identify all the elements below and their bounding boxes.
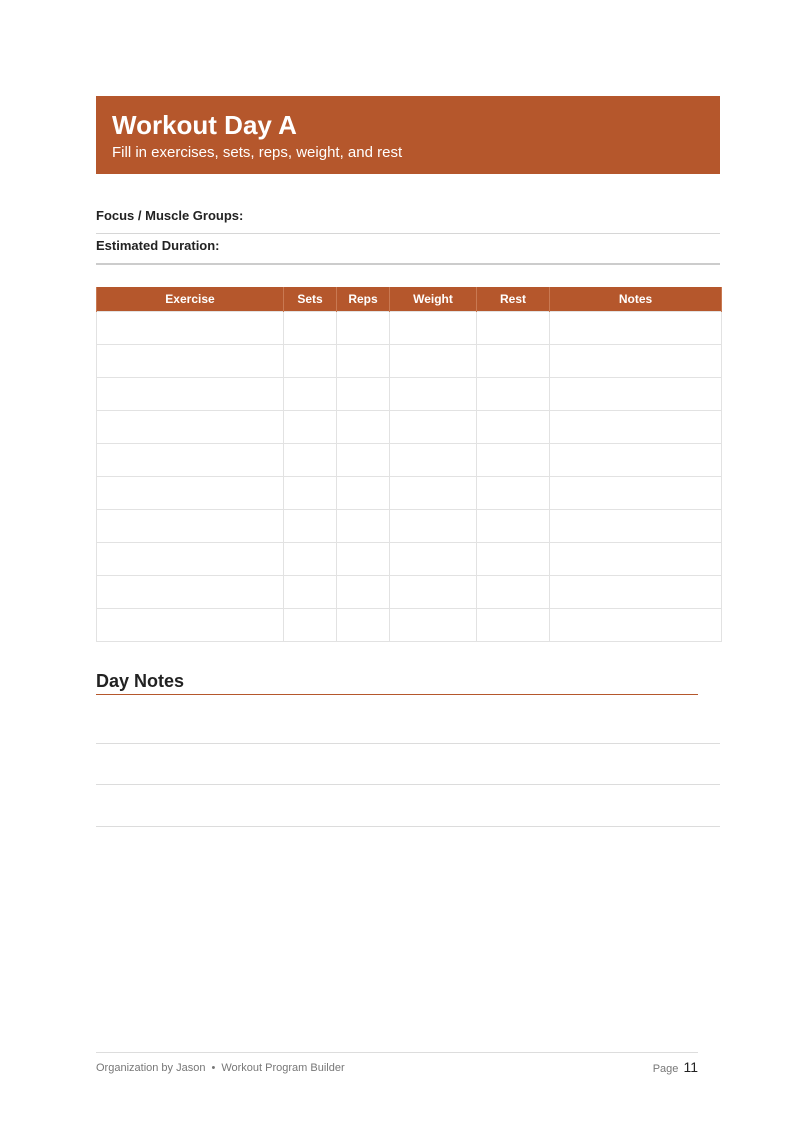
table-cell-rest[interactable] — [477, 543, 550, 576]
table-cell-sets[interactable] — [284, 543, 337, 576]
table-cell-exercise[interactable] — [97, 576, 284, 609]
note-line[interactable] — [96, 826, 720, 827]
table-cell-rest[interactable] — [477, 312, 550, 345]
table-cell-weight[interactable] — [390, 609, 477, 642]
table-cell-notes[interactable] — [550, 510, 722, 543]
workout-table — [96, 287, 722, 642]
table-cell-notes[interactable] — [550, 543, 722, 576]
table-cell-sets[interactable] — [284, 510, 337, 543]
table-cell-reps[interactable] — [337, 378, 390, 411]
focus-field-line[interactable] — [96, 233, 720, 234]
table-row — [97, 477, 722, 510]
table-cell-exercise[interactable] — [97, 378, 284, 411]
table-cell-reps[interactable] — [337, 510, 390, 543]
table-cell-rest[interactable] — [477, 477, 550, 510]
table-cell-rest[interactable] — [477, 444, 550, 477]
table-cell-rest[interactable] — [477, 411, 550, 444]
table-cell-notes[interactable] — [550, 345, 722, 378]
footer-page-number: 11 — [683, 1059, 698, 1075]
footer-rule — [96, 1052, 698, 1053]
table-cell-sets[interactable] — [284, 345, 337, 378]
table-cell-sets[interactable] — [284, 312, 337, 345]
column-header-notes: Notes — [550, 287, 722, 312]
column-header-exercise: Exercise — [97, 287, 284, 312]
table-row — [97, 576, 722, 609]
table-cell-weight[interactable] — [390, 576, 477, 609]
table-body — [97, 312, 722, 642]
footer-page-label: Page — [652, 1063, 679, 1075]
table-cell-reps[interactable] — [337, 312, 390, 345]
table-cell-sets[interactable] — [284, 477, 337, 510]
table-row — [97, 510, 722, 543]
table-cell-exercise[interactable] — [97, 312, 284, 345]
footer-product: Workout Program Builder — [221, 1062, 345, 1074]
table-row — [97, 312, 722, 345]
table-cell-weight[interactable] — [390, 543, 477, 576]
table-cell-sets[interactable] — [284, 576, 337, 609]
page-subtitle: Fill in exercises, sets, reps, weight, and rest — [112, 144, 403, 161]
table-cell-weight[interactable] — [390, 477, 477, 510]
table-cell-notes[interactable] — [550, 312, 722, 345]
note-line[interactable] — [96, 743, 720, 744]
table-cell-weight[interactable] — [390, 411, 477, 444]
column-header-reps: Reps — [337, 287, 390, 312]
note-line[interactable] — [96, 784, 720, 785]
table-cell-exercise[interactable] — [97, 444, 284, 477]
table-cell-exercise[interactable] — [97, 477, 284, 510]
table-cell-reps[interactable] — [337, 477, 390, 510]
table-cell-notes[interactable] — [550, 444, 722, 477]
table-cell-exercise[interactable] — [97, 510, 284, 543]
footer-separator: • — [211, 1062, 216, 1074]
table-cell-weight[interactable] — [390, 378, 477, 411]
table-row — [97, 378, 722, 411]
footer-page — [653, 1059, 698, 1075]
table-cell-rest[interactable] — [477, 510, 550, 543]
table-cell-reps[interactable] — [337, 609, 390, 642]
table-header-row — [97, 287, 722, 312]
table-cell-rest[interactable] — [477, 576, 550, 609]
day-notes-underline — [96, 694, 698, 695]
table-cell-exercise[interactable] — [97, 345, 284, 378]
column-header-weight: Weight — [390, 287, 477, 312]
table-cell-notes[interactable] — [550, 411, 722, 444]
duration-field-label: Estimated Duration: — [96, 238, 220, 253]
table-cell-notes[interactable] — [550, 576, 722, 609]
table-row — [97, 411, 722, 444]
table-cell-sets[interactable] — [284, 378, 337, 411]
table-cell-reps[interactable] — [337, 444, 390, 477]
table-row — [97, 609, 722, 642]
table-cell-sets[interactable] — [284, 609, 337, 642]
column-header-rest: Rest — [477, 287, 550, 312]
table-row — [97, 444, 722, 477]
table-cell-weight[interactable] — [390, 510, 477, 543]
table-cell-exercise[interactable] — [97, 609, 284, 642]
table-cell-reps[interactable] — [337, 345, 390, 378]
table-cell-rest[interactable] — [477, 378, 550, 411]
page-title: Workout Day A — [112, 110, 297, 140]
table-cell-rest[interactable] — [477, 609, 550, 642]
table-cell-notes[interactable] — [550, 477, 722, 510]
table-cell-weight[interactable] — [390, 312, 477, 345]
table-cell-exercise[interactable] — [97, 543, 284, 576]
table-row — [97, 543, 722, 576]
table-cell-weight[interactable] — [390, 444, 477, 477]
table-cell-reps[interactable] — [337, 576, 390, 609]
focus-field-label: Focus / Muscle Groups: — [96, 208, 244, 223]
footer-organization: Organization by Jason — [96, 1062, 206, 1074]
table-cell-reps[interactable] — [337, 411, 390, 444]
header-banner — [96, 96, 720, 174]
footer-credit — [96, 1062, 345, 1074]
table-cell-reps[interactable] — [337, 543, 390, 576]
table-cell-weight[interactable] — [390, 345, 477, 378]
day-notes-title: Day Notes — [96, 671, 185, 691]
table-row — [97, 345, 722, 378]
column-header-sets: Sets — [284, 287, 337, 312]
table-cell-exercise[interactable] — [97, 411, 284, 444]
table-cell-sets[interactable] — [284, 411, 337, 444]
table-cell-sets[interactable] — [284, 444, 337, 477]
duration-field-line[interactable] — [96, 263, 720, 265]
table-cell-rest[interactable] — [477, 345, 550, 378]
table-cell-notes[interactable] — [550, 609, 722, 642]
table-cell-notes[interactable] — [550, 378, 722, 411]
